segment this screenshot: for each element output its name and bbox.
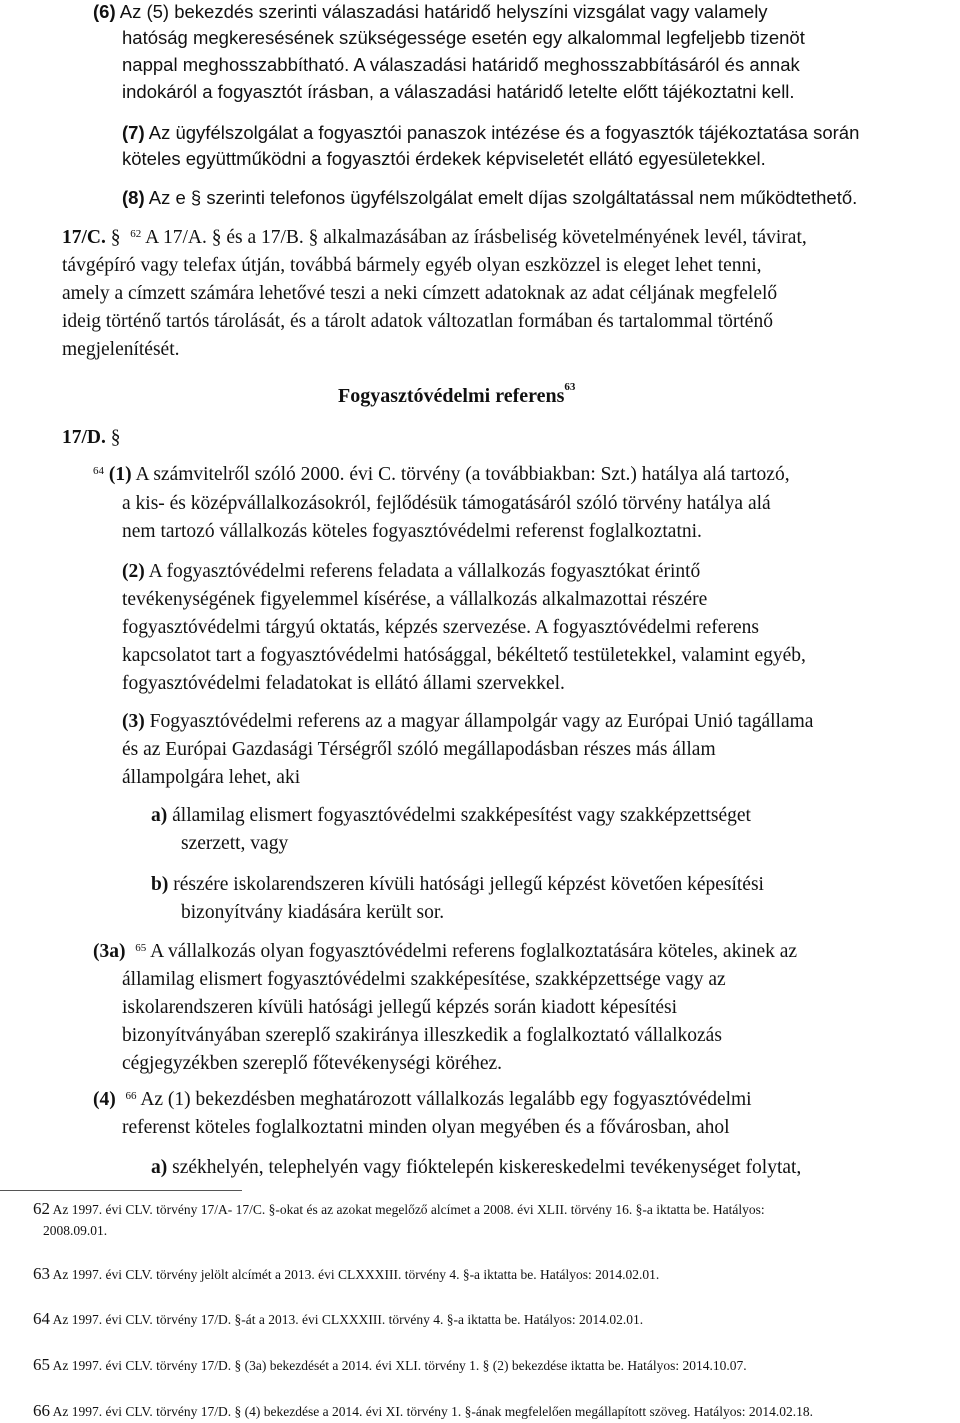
point-4a-line-1: a) székhelyén, telephelyén vagy fióktelepén kiskereskedelmi tevékenységet folytat, (151, 1157, 802, 1178)
para-6-line-1: (6) Az (5) bekezdés szerinti válaszadási határidő helyszíni vizsgálat vagy valamely (93, 1, 768, 22)
section-17c-line-2: távgépíró vagy telefax útján, továbbá bármely egyéb olyan eszközzel is eleget lehet tenni, (62, 255, 762, 276)
para-17d-2-line-1: (2) A fogyasztóvédelmi referens feladata a vállalkozás fogyasztókat érintő (122, 561, 701, 582)
section-heading: Fogyasztóvédelmi referens$^{63}$ (338, 381, 576, 407)
section-17c-line-4: ideig történő tartós tárolását, és a tárolt adatok változatlan formában és tartalommal történő (62, 311, 773, 332)
para-17d-1-line-2: a kis- és középvállalkozásokról, fejlődésük támogatásáról szóló törvény hatálya alá (122, 493, 771, 514)
para-17d-3-line-1: (3) Fogyasztóvédelmi referens az a magyar állampolgár vagy az Európai Unió tagállama (122, 711, 814, 732)
footnote-ref-63[interactable]: 63 (564, 381, 576, 393)
para-6-line-3: nappal meghosszabbítható. A válaszadási határidő meghosszabbításáról és annak (122, 54, 800, 75)
para-17d-3-line-2: és az Európai Gazdasági Térségről szóló megállapodásban részes más állam (122, 739, 716, 760)
footnote-63: 63 Az 1997. évi CLV. törvény jelölt alcímét a 2013. évi CLXXXIII. törvény 4. §-a iktatta be. Hatályos: 2014.02.01. (33, 1264, 660, 1283)
footnote-66: 66 Az 1997. évi CLV. törvény 17/D. § (4) bekezdése a 2014. évi XI. törvény 1. §-ának megfelelően megállapított szöveg. Hatályos: 2014.02.18. (33, 1401, 813, 1420)
footnote-ref-62[interactable]: 62 (130, 228, 142, 240)
section-17d-title: 17/D. § (62, 427, 121, 448)
para-17d-3a-line-3: iskolarendszeren kívüli hatósági jellegű képzés során kiadott képesítési (122, 997, 678, 1018)
footnote-64: 64 Az 1997. évi CLV. törvény 17/D. §-át a 2013. évi CLXXXIII. törvény 4. §-a iktatta be. Hatályos: 2014.02.01. (33, 1309, 644, 1328)
section-17c-line-3: amely a címzett számára lehetővé teszi a neki címzett adatoknak az adat céljának megfelelő (62, 283, 778, 304)
para-17d-3a-line-5: cégjegyzékben szereplő főtevékenységi köréhez. (122, 1053, 503, 1074)
point-a-line-1: a) államilag elismert fogyasztóvédelmi szakképesítést vagy szakképzettséget (151, 805, 751, 826)
para-7-line-1: (7) Az ügyfélszolgálat a fogyasztói panaszok intézése és a fogyasztók tájékoztatása során (122, 122, 860, 143)
section-17c-line-1: 17/C. § $^{62}$ A 17/A. § és a 17/B. § alkalmazásában az írásbeliség követelményének levél, távirat, (62, 227, 807, 248)
para-7-line-2: köteles együttműködni a fogyasztói érdekek képviseletét ellátó egyesületekkel. (122, 148, 766, 169)
para-17d-3a-line-1: (3a) $^{65}$ A vállalkozás olyan fogyasztóvédelmi referens foglalkoztatására köteles, akinek az (93, 941, 798, 962)
para-17d-4-line-1: (4) $^{66}$ Az (1) bekezdésben meghatározott vállalkozás legalább egy fogyasztóvédelmi (93, 1089, 752, 1110)
para-6-line-2: hatóság megkeresésének szükségessége esetén egy alkalommal legfeljebb tizenöt (122, 27, 805, 48)
para-17d-3a-line-4: bizonyítványában szereplő szakiránya illeszkedik a foglalkoztató vállalkozás (122, 1025, 722, 1046)
para-17d-4-line-2: referenst köteles foglalkoztatni minden olyan megyében és a fővárosban, ahol (122, 1117, 730, 1138)
point-a-line-2: szerzett, vagy (181, 833, 289, 854)
para-17d-3a-line-2: államilag elismert fogyasztóvédelmi szakképesítése, szakképzettsége vagy az (122, 969, 726, 990)
para-8-line-1: (8) Az e § szerinti telefonos ügyfélszolgálat emelt díjas szolgáltatással nem működtethető. (122, 187, 858, 208)
footnote-ref-65[interactable]: 65 (135, 942, 147, 954)
footnote-ref-66[interactable]: 66 (125, 1090, 137, 1102)
para-17d-1-line-1: $^{64}$ (1) A számvitelről szóló 2000. évi C. törvény (a továbbiakban: Szt.) hatálya alá tartozó, (93, 464, 790, 485)
footnote-ref-64[interactable]: 64 (93, 465, 104, 477)
para-17d-2-line-5: fogyasztóvédelmi feladatokat is ellátó állami szervekkel. (122, 673, 565, 694)
para-6-line-4: indokáról a fogyasztót írásban, a válaszadási határidő letelte előtt tájékoztatni kell. (122, 81, 795, 102)
section-17c-line-5: megjelenítését. (62, 339, 180, 360)
para-17d-2-line-4: kapcsolatot tart a fogyasztóvédelmi hatósággal, békéltető testületekkel, valamint egyéb, (122, 645, 806, 666)
para-17d-3-line-3: állampolgára lehet, aki (122, 767, 301, 788)
footnote-62: 62 Az 1997. évi CLV. törvény 17/A- 17/C. §-okat és az azokat megelőző alcímet a 2008. évi XLII. törvény 16. §-a iktatta be. Hatályos: (33, 1199, 765, 1218)
point-b-line-2: bizonyítvány kiadására került sor. (181, 902, 445, 923)
footnote-62-cont: 2008.09.01. (43, 1223, 108, 1238)
footnote-separator (0, 1190, 242, 1191)
para-17d-2-line-3: fogyasztóvédelmi tárgyú oktatás, képzés szervezése. A fogyasztóvédelmi referens (122, 617, 759, 638)
para-17d-2-line-2: tevékenységének figyelemmel kísérése, a vállalkozás alkalmazottai részére (122, 589, 708, 610)
footnote-65: 65 Az 1997. évi CLV. törvény 17/D. § (3a) bekezdését a 2014. évi XLI. törvény 1. § (2) bekezdése iktatta be. Hatályos: 2014.10.07. (33, 1355, 747, 1374)
para-17d-1-line-3: nem tartozó vállalkozás köteles fogyasztóvédelmi referenst foglalkoztatni. (122, 521, 702, 542)
point-b-line-1: b) részére iskolarendszeren kívüli hatósági jellegű képzést követően képesítési (151, 874, 764, 895)
